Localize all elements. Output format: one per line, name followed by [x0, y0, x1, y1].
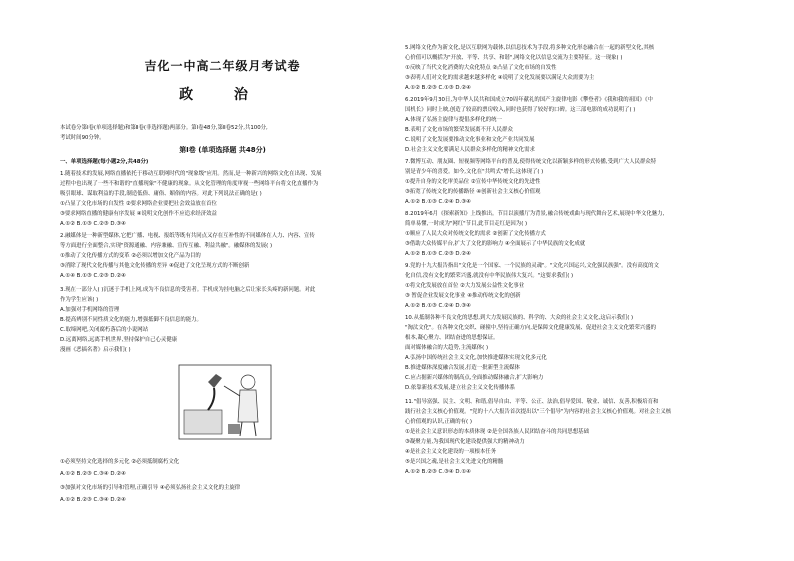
question-line: ①是社会主义意识形态的本质体现 ②是全国各族人民团结奋斗的共同思想基础: [405, 429, 589, 435]
question-line: B.提高辨别不同性质文化的能力,增强抵御不良信息的能力。: [60, 317, 202, 323]
cartoon-illustration: [178, 364, 272, 440]
question-line: 6.2019年9月30日,为中华人民共和国成立70周年献礼的国产主旋律电影《攀登者》《我和我的祖国》《中: [405, 97, 653, 103]
subject-title: 政 治: [179, 87, 266, 103]
question-line: ③ 暂促企业发展文化事业 ④推动传统文化的创新: [405, 293, 521, 299]
question-line: 7.微博互动、朋友圈、短视频等网络平台的普及,使得传统文化以新颖多样的形式传播,受到广大人民群众特: [405, 159, 657, 165]
question-line: 别是青少年的喜爱。如今,文化在"共鸣式"增长,这体现了( ): [405, 169, 544, 175]
question-line: ①将文化发展放在首位 ②大力发展公益性文化事业: [405, 283, 525, 289]
question-line: C.说明了文化发展要推动文化事业和文化产业共同发展: [405, 137, 535, 143]
question-line: 面对媒体融合的大趋势,主流媒体( ): [405, 345, 489, 351]
question-line: 11."倡导富强、民主、文明、和谐,倡导自由、平等、公正、法治,倡导爱国、敬业、诚信、友善,积极培育和: [405, 399, 659, 405]
question-line: ①必须坚持文化选择的多元化 ②必须抵制腐朽文化: [60, 459, 180, 465]
question-line: ③拓宽了传统文化的传播路径 ④创新社会主义核心价值观: [405, 189, 541, 195]
question-line: 5.网络文化作为新文化,是以互联网为载体,以信息技术为手段,将多种文化形态融合在一起的新型文化,其核: [405, 45, 655, 51]
answer-options: A.①② B.①③ C.②③ D.②④: [405, 251, 471, 257]
question-line: 8.2019年6月《探索新知》上线推出。节目以演播厅为背景,融合传统戏曲与现代舞台艺术,展现中华文化魅力,: [405, 211, 665, 217]
answer-options: A.①② B.②③ C.③④ D.②④: [60, 471, 126, 477]
instructions-line-1: 本试卷分第Ⅰ卷(单项选择题)和第Ⅱ卷(非选择题)两部分。第Ⅰ卷48分,第Ⅱ卷52分,共100分,: [60, 125, 268, 131]
question-line: ④是社会主义文化建设的一项根本任务: [405, 449, 497, 455]
answer-options: A.①② B.①③ C.②③ D.③④: [60, 221, 126, 227]
question-line: A.体现了弘扬主旋律与提倡多样化的统一: [405, 117, 502, 123]
question-line: ①顺应了人民大众对传统文化的需求 ②创新了文化传播方式: [405, 231, 546, 237]
question-line: 吸引眼球、谋取利益的手段,制造低俗、庸俗、媚俗的内容。对此下列说法正确的是( ): [60, 191, 262, 197]
question-line: ③要求网络直播的健康有序发展 ④说明文化创作不应追求经济效益: [60, 211, 217, 217]
question-line: C.取缔网吧,关闭腐朽落后的小说网站: [60, 327, 149, 333]
question-line: 心价值观的认识,正确的有( ): [405, 419, 472, 425]
question-line: 2.融媒体是一种新型媒体,它把广播、电视、报纸等既有共同点又存在互补性的不同媒体在人力、内容、宣传: [60, 233, 315, 239]
question-line: 践行社会主义核心价值观。"党的十八大报告首次提出以"三个倡导"为内容的社会主义核心价值观。对社会主义核: [405, 409, 672, 415]
question-line: "淘汰文化"。在各种文化交织、碰撞中,坚持正确方向,是保障文化健康发展、促进社会主义文化繁荣兴盛的: [405, 325, 656, 331]
question-line: ③消除了现代文化传播与其他文化传播的差异 ④促进了文化呈现方式的不断创新: [60, 263, 250, 269]
question-line: D.社会主义文化要满足人民群众多样化的精神文化需求: [405, 147, 535, 153]
answer-options: A.①② B.①③ C.②④ D.③④: [405, 303, 471, 309]
question-line: 根本,凝心聚力、团结奋进的思想保证。: [405, 335, 499, 341]
question-line: 等方面进行全面整合,实现"资源通融、内容兼融、宣传互融、利益共融"。融媒体的发展( ): [60, 243, 273, 249]
question-line: ①推动了文化传播方式的变革 ②必须以增加文化产品为目的: [60, 253, 201, 259]
section-heading: 第Ⅰ卷 (单项选择题 共48分): [179, 146, 266, 154]
question-line: ③凝聚力量,为我国现代化建设提供强大的精神动力: [405, 439, 525, 445]
question-line: 作为学生应该( ): [60, 297, 99, 303]
question-line: ⑤是兴国之魂,是社会主义先进文化的精髓: [405, 459, 504, 465]
question-line: B.表明了文化市场的繁荣发展离不开人民群众: [405, 127, 513, 133]
question-line: ③加强对文化市场的引导和管理,正确引导 ④必须弘扬社会主义文化的主旋律: [60, 485, 241, 491]
question-line: 9.党的十九大报告指出"文化是一个国家、一个民族的灵魂"。"文化兴国运兴,文化强民族强"。没有高度的文: [405, 263, 659, 269]
question-line: C.应占据新兴媒体的制高点,全面推动媒体融合,扩大影响力: [405, 375, 544, 381]
question-line: 1.随着技术的发展,网络直播依托于移动互联网时代的"现象级"应用。然而,是一种新兴的网络文化在出现、发展: [60, 171, 322, 177]
right-column: [405, 0, 737, 561]
question-line: ③表明人们对文化的需求越来越多样化 ④说明了文化发展要以满足大众需要为主: [405, 75, 595, 81]
question-line: 国机长》同时上映,创造了较高的票房收入,同时也获得了较好的口碑。这三部电影的成功说明了( ): [405, 107, 636, 113]
question-line: A.弘扬中国传统社会主义文化,加快推进媒体实现文化多元化: [405, 355, 547, 361]
question-line: 过程中也出现了一些不和谐的"直播现象"不健康的现象。从文化管理的角度审视一些网络平台将文化直播作为: [60, 181, 319, 187]
answer-options: A.①② B.②③ C.③④ D.②④: [60, 497, 126, 503]
school-title: 吉化一中高二年级月考试卷: [144, 59, 301, 73]
question-line: 化自信,没有文化的繁荣兴盛,就没有中华民族伟大复兴。"这要求我们( ): [405, 273, 574, 279]
question-line: A.加强对手机网络的管理: [60, 307, 120, 313]
question-line: 10.从抵制各种不良文化的思想,到大力发展民族的、科学的、大众的社会主义文化,这启示我们( ): [405, 315, 634, 321]
question-line: ①反映了当代文化消费的大众化特点 ②凸显了文化市场的自发性: [405, 65, 557, 71]
answer-options: A.①② B.②③ C.①③ D.②④: [405, 85, 471, 91]
question-line: 漫画《恶搞名著》启示我们( ): [60, 347, 131, 353]
question-line: 心价值可以概括为"开放、平等、共享、和谐",网络文化以信息交流为主要特征。这一现象( ): [405, 55, 623, 61]
question-line: B.推进媒体深度融合发展,打造一批新型主流媒体: [405, 365, 520, 371]
answer-options: A.①② B.①③ C.②④ D.③④: [405, 199, 471, 205]
question-line: ③借助大众传媒平台,扩大了文化的影响力 ④全面展示了中华民族的文化成就: [405, 241, 586, 247]
question-line: ①凸显了文化市场的自发性 ②要求网络企业要把社会效益放在首位: [60, 201, 217, 207]
question-line: 3.现在一部分人( )沉迷于手机上网,成为不良信息的受害者。手机成为挂电脑之后让家长头疼的新问题。对此: [60, 287, 316, 293]
question-line: 简单易懂,一时成为"网红"节目,此节目走红是因为( ): [405, 221, 528, 227]
part-note: 一、单项选择题(每小题2分,共48分): [60, 159, 149, 165]
left-column: [60, 0, 385, 561]
question-line: ①提升自身的文化审美品位 ②宣传中华传统文化的先进性: [405, 179, 541, 185]
answer-options: A.①② B.②③ C.③④ D.①④: [405, 469, 471, 475]
answer-options: A.①④ B.①③ C.②③ D.②④: [60, 273, 126, 279]
question-line: D.依靠新技术发展,建立社会主义文化传播体系: [405, 385, 516, 391]
question-line: D.远离网络,远离手机世界,坚持保护自己心灵健康: [60, 337, 178, 343]
instructions-line-2: 考试时间90分钟。: [60, 135, 105, 141]
